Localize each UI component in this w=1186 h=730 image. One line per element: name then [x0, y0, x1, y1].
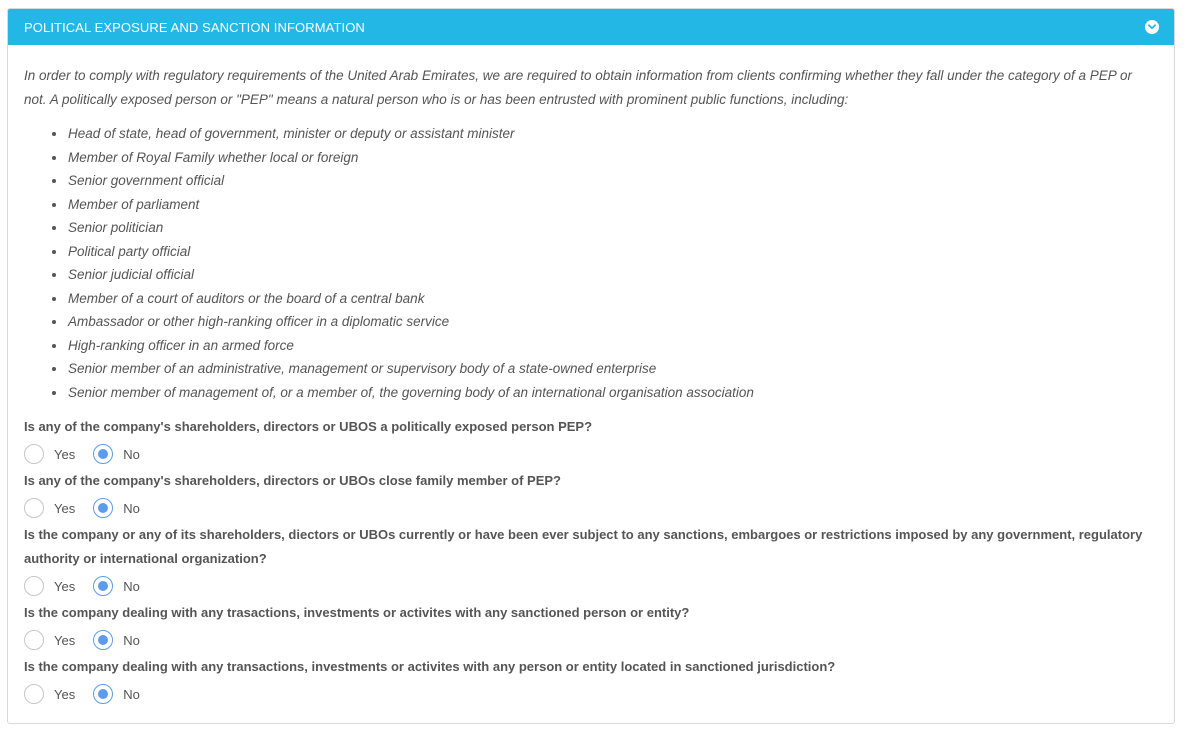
radio-label-no: No	[123, 500, 140, 516]
radio-option-no[interactable]	[93, 684, 140, 704]
radio-option-yes[interactable]	[24, 684, 75, 704]
radio-option-no[interactable]	[93, 630, 140, 650]
radio-group-pep-family	[24, 493, 1158, 523]
list-item: Member of Royal Family whether local or foreign	[52, 146, 1158, 170]
list-item: Political party official	[52, 240, 1158, 264]
list-item: Member of a court of auditors or the board of a central bank	[52, 287, 1158, 311]
radio-yes[interactable]	[24, 498, 44, 518]
radio-no[interactable]	[93, 444, 113, 464]
radio-yes[interactable]	[24, 444, 44, 464]
list-item: Head of state, head of government, minister or deputy or assistant minister	[52, 122, 1158, 146]
radio-yes[interactable]	[24, 684, 44, 704]
radio-label-no: No	[123, 686, 140, 702]
question-sanctioned-jurisdiction: Is the company dealing with any transactions, investments or activites with any person or entity located in sanctioned jurisdiction?	[24, 659, 836, 674]
radio-no[interactable]	[93, 576, 113, 596]
intro-text: In order to comply with regulatory requirements of the United Arab Emirates, we are required to obtain information from clients confirming whether they fall under the category of a PEP or not. A politically exposed person or "PEP" means a natural person who is or has been entrusted with prominent public functions, including:	[24, 68, 1133, 107]
radio-yes[interactable]	[24, 630, 44, 650]
list-item: Senior judicial official	[52, 263, 1158, 287]
question-pep: Is any of the company's shareholders, directors or UBOS a politically exposed person PEP?	[24, 419, 593, 434]
radio-label-no: No	[123, 578, 140, 594]
radio-option-no[interactable]	[93, 498, 140, 518]
list-item: Ambassador or other high-ranking officer in a diplomatic service	[52, 310, 1158, 334]
question-sanctioned-dealings: Is the company dealing with any trasactions, investments or activites with any sanctioned person or entity?	[24, 605, 690, 620]
question-pep-family: Is any of the company's shareholders, directors or UBOs close family member of PEP?	[24, 473, 561, 488]
radio-yes[interactable]	[24, 576, 44, 596]
radio-option-no[interactable]	[93, 576, 140, 596]
radio-label-yes: Yes	[54, 686, 76, 702]
radio-group-sanctions-subject	[24, 571, 1158, 601]
list-item: Member of parliament	[52, 193, 1158, 217]
radio-label-yes: Yes	[54, 632, 76, 648]
radio-label-yes: Yes	[54, 446, 76, 462]
radio-label-yes: Yes	[54, 500, 76, 516]
radio-no[interactable]	[93, 684, 113, 704]
radio-label-yes: Yes	[54, 578, 76, 594]
list-item: Senior politician	[52, 216, 1158, 240]
list-item: Senior member of management of, or a member of, the governing body of an international organisation association	[52, 381, 1158, 405]
radio-option-yes[interactable]	[24, 576, 75, 596]
chevron-down-circle-icon[interactable]	[1145, 20, 1159, 34]
radio-group-sanctioned-jurisdiction	[24, 679, 1158, 709]
radio-label-no: No	[123, 446, 140, 462]
radio-no[interactable]	[93, 498, 113, 518]
pep-sanction-panel	[7, 8, 1175, 724]
list-item: Senior member of an administrative, management or supervisory body of a state-owned enterprise	[52, 357, 1158, 381]
question-sanctions-subject: Is the company or any of its shareholders, diectors or UBOs currently or have been ever subject to any sanctions, embargoes or restrictions imposed by any government, regulatory authority or international organization?	[24, 527, 1143, 566]
radio-group-sanctioned-dealings	[24, 625, 1158, 655]
radio-option-yes[interactable]	[24, 630, 75, 650]
list-item: Senior government official	[52, 169, 1158, 193]
radio-label-no: No	[123, 632, 140, 648]
panel-header[interactable]	[8, 9, 1174, 45]
list-item: High-ranking officer in an armed force	[52, 334, 1158, 358]
radio-option-yes[interactable]	[24, 444, 75, 464]
radio-group-pep	[24, 439, 1158, 469]
panel-body	[8, 45, 1174, 709]
radio-no[interactable]	[93, 630, 113, 650]
radio-option-yes[interactable]	[24, 498, 75, 518]
radio-option-no[interactable]	[93, 444, 140, 464]
panel-title: POLITICAL EXPOSURE AND SANCTION INFORMATION	[24, 19, 365, 35]
pep-category-list	[24, 122, 1158, 404]
